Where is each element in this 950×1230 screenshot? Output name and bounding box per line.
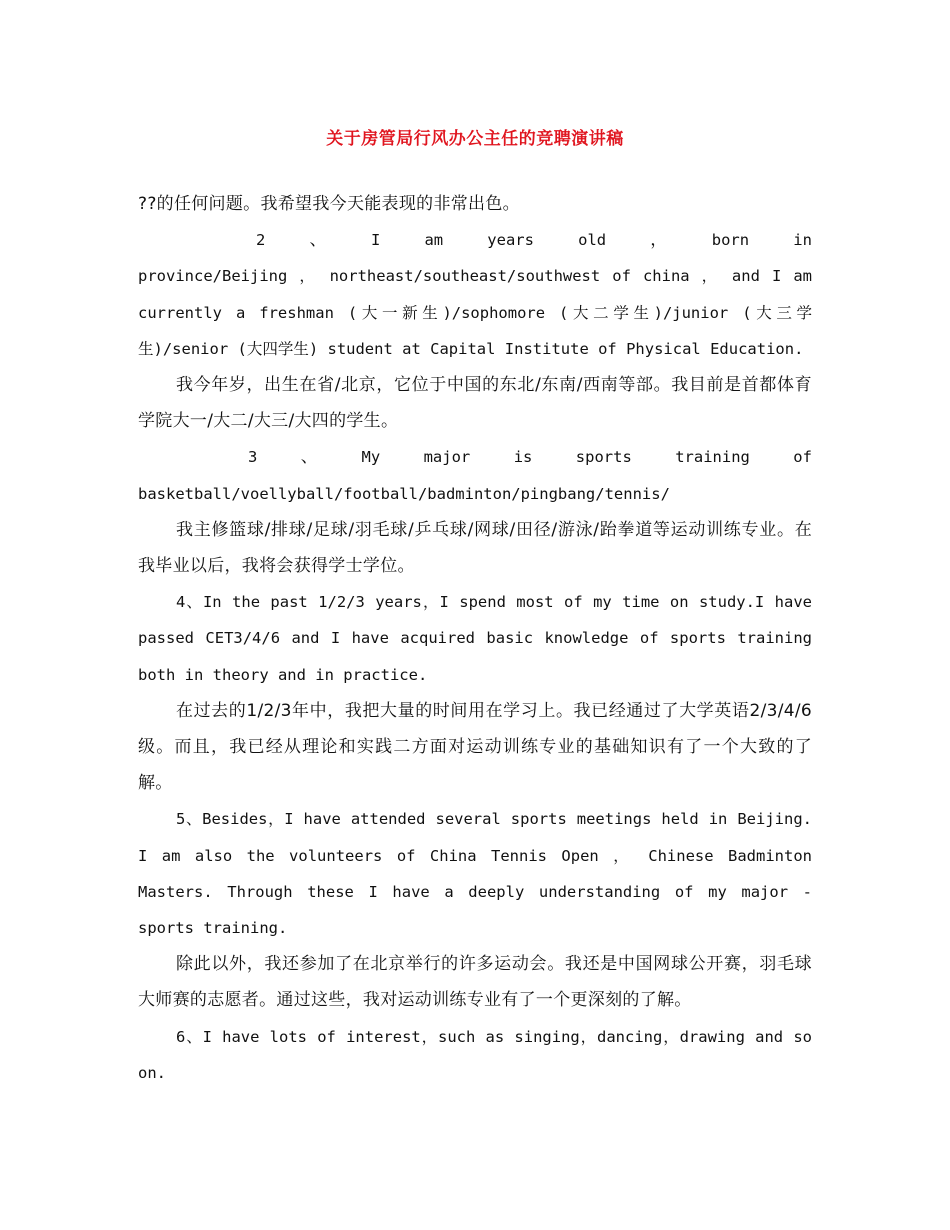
word: sports [575, 448, 632, 467]
word: in [793, 231, 812, 250]
paragraph-3-rest: basketball/voellyball/football/badminton/pingbang/tennis/ [138, 484, 670, 503]
page-title: 关于房管局行风办公主任的竞聘演讲稿 [326, 129, 624, 149]
paragraph-1-rest: province/Beijing ， northeast/southeast/southwest of china ， and I am currently a freshman (大一新生)/sophomore (大二学生)/junior (大三学生)/senior (大四学生) student at Capital Institute of Physical Education. [138, 267, 812, 358]
word: major [423, 448, 471, 467]
word: of [793, 448, 812, 467]
word: is [513, 448, 533, 467]
word: My [361, 448, 381, 467]
word: I [370, 231, 381, 250]
word: 、 [300, 447, 319, 468]
paragraph-5: 4、In the past 1/2/3 years，I spend most of my time on study.I have passed CET3/4/6 and I have acquired basic knowledge of sports training both in theory and in practice. [138, 593, 812, 684]
paragraph-2: 我今年岁，出生在省/北京，它位于中国的东北/东南/西南等部。我目前是首都体育学院大一/大二/大三/大四的学生。 [138, 375, 812, 432]
word: 、 [309, 230, 327, 251]
word: 2 [256, 231, 266, 250]
word: old [578, 231, 607, 250]
word: born [711, 231, 750, 250]
paragraph-6: 在过去的1/2/3年中，我把大量的时间用在学习上。我已经通过了大学英语2/3/4/6级。而且，我已经从理论和实践二方面对运动训练专业的基础知识有了一个大致的了解。 [138, 700, 812, 794]
word: am [424, 231, 444, 250]
paragraph-9: 6、I have lots of interest，such as singing，dancing，drawing and so on. [138, 1027, 812, 1082]
paragraph-1-first-line [138, 222, 812, 258]
word: years [487, 231, 534, 250]
paragraph-7: 5、Besides，I have attended several sports meetings held in Beijing. I am also the volunteers of China Tennis Open ， Chinese Badminton Masters. Through these I have a deeply understanding of my major - sports training. [138, 810, 812, 938]
document-body [138, 186, 812, 1091]
paragraph-3-first-line [138, 439, 812, 475]
word: 3 [248, 448, 258, 467]
paragraph-4: 我主修篮球/排球/足球/羽毛球/乒乓球/网球/田径/游泳/跆拳道等运动训练专业。在我毕业以后，我将会获得学士学位。 [138, 519, 812, 577]
word: training [675, 448, 750, 467]
paragraph-8: 除此以外，我还参加了在北京举行的许多运动会。我还是中国网球公开赛，羽毛球大师赛的志愿者。通过这些，我对运动训练专业有了一个更深刻的了解。 [138, 954, 812, 1011]
paragraph-0: ??的任何问题。我希望我今天能表现的非常出色。 [138, 194, 520, 214]
word: ， [650, 230, 668, 251]
